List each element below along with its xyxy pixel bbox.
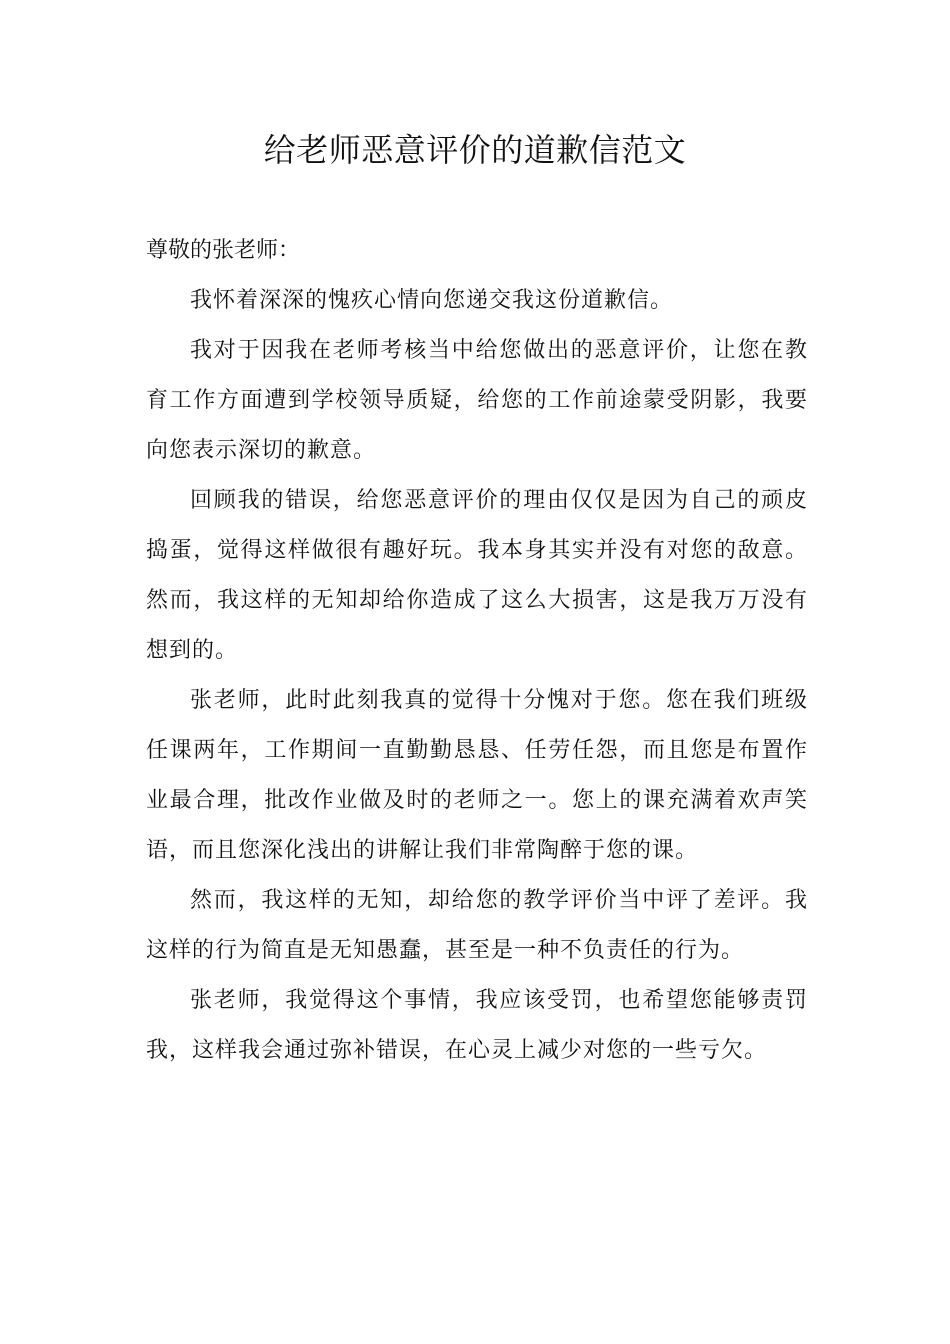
paragraph-2: 我对于因我在老师考核当中给您做出的恶意评价，让您在教育工作方面遭到学校领导质疑，给您的工作前途蒙受阴影，我要向您表示深切的歉意。 [146,338,808,463]
document-title: 给老师恶意评价的道歉信范文 [263,131,687,169]
paragraph-5: 然而，我这样的无知，却给您的教学评价当中评了差评。我这样的行为简直是无知愚蠢，甚至是一种不负责任的行为。 [146,888,808,963]
paragraph-3: 回顾我的错误，给您恶意评价的理由仅仅是因为自己的顽皮捣蛋，觉得这样做很有趣好玩。我本身其实并没有对您的敌意。然而，我这样的无知却给你造成了这么大损害，这是我万万没有想到的。 [146,488,808,663]
paragraph-4: 张老师，此时此刻我真的觉得十分愧对于您。您在我们班级任课两年，工作期间一直勤勤恳恳、任劳任怨，而且您是布置作业最合理，批改作业做及时的老师之一。您上的课充满着欢声笑语，而且您深化浅出的讲解让我们非常陶醉于您的课。 [146,688,808,863]
paragraph-6: 张老师，我觉得这个事情，我应该受罚，也希望您能够责罚我，这样我会通过弥补错误，在心灵上减少对您的一些亏欠。 [146,988,808,1063]
letter-body [146,226,808,1076]
salutation: 尊敬的张老师： [146,238,301,263]
paragraph-1: 我怀着深深的愧疚心情向您递交我这份道歉信。 [190,288,674,313]
